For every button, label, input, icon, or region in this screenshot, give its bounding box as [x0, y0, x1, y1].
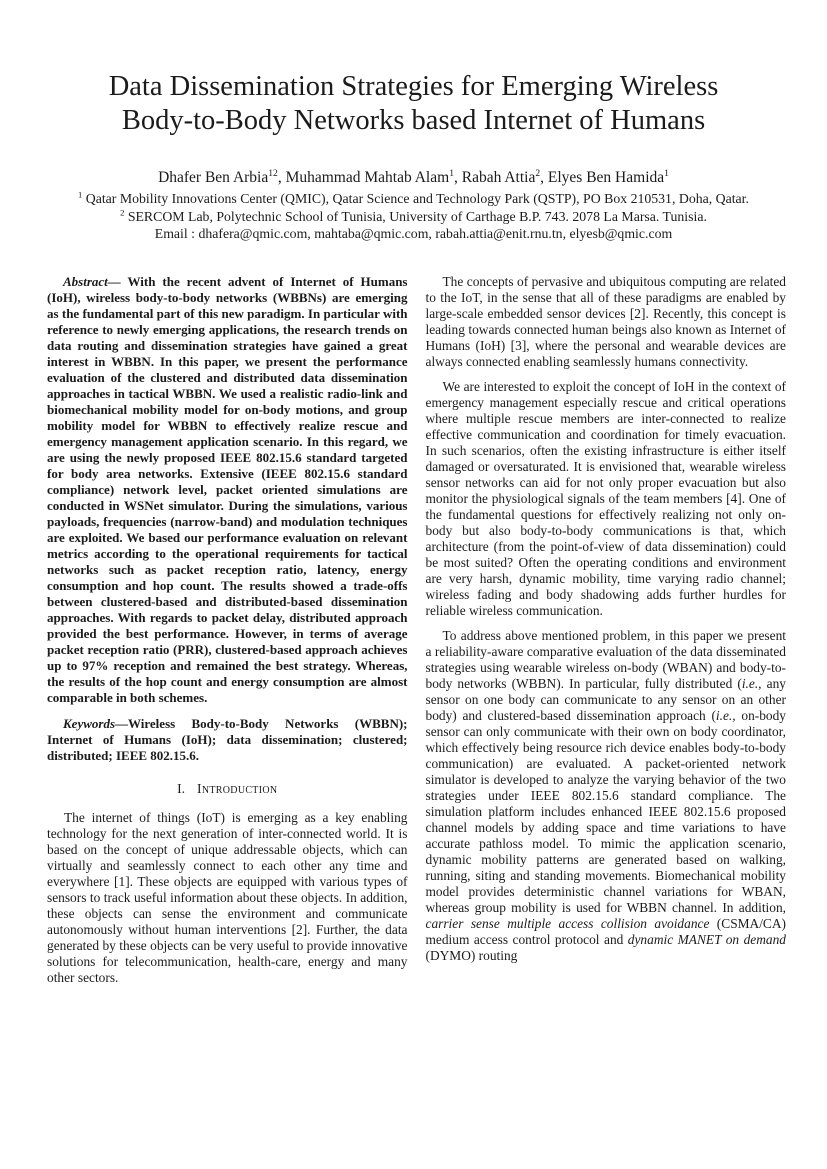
body-paragraph-1: The concepts of pervasive and ubiquitous computing are related to the IoT, in the sense that all of these paradigms are enabled by large-scale embedded sensor devices [2]. Recently, this concept is leading towards connected human beings also known as Internet of Humans (IoH) [3], where the personal and wearable devices are always connected enabling seamlessly humans connectivity.	[425, 273, 786, 369]
affiliation-2: $^2$ SERCOM Lab, Polytechnic School of Tunisia, University of Carthage B.P. 743. 2078 La Marsa. Tunisia.	[120, 206, 707, 224]
abstract-paragraph: Abstract— With the recent advent of Internet of Humans (IoH), wireless body-to-body networks (WBBNs) are emerging as the fundamental part of this new paradigm. In particular with reference to newly emerging applications, the research trends on data routing and dissemination strategies have gained a great interest in WBBN. In this paper, we present the performance evaluation of the clustered and distributed data dissemination approaches in tactical WBBN. We used a realistic radio-link and biomechanical mobility model for on-body motions, and group mobility model for WBBN to effectively realize rescue and emergency management application scenario. In this regard, we are using the newly proposed IEEE 802.15.6 standard targeted for body area networks. Extensive (IEEE 802.15.6 standard compliance) network level, packet oriented simulations are conducted in WSNet simulator. During the simulations, various payloads, frequencies (narrow-band) and modulation techniques are exploited. We based our performance evaluation on relevant metrics according to the operational requirements for tactical networks such as packet reception ratio, latency, energy consumption and hop count. The results showed a trade-offs between clustered-based and distributed-based dissemination approaches. With regards to packet delay, distributed approach provided the best performance. However, in terms of average packet reception ratio (PRR), clustered-based approach achieves up to 97% reception and remained the best strategy. Whereas, the results of the hop count and energy consumption are almost comparable in both schemes.	[47, 273, 408, 705]
section-title: Introduction	[197, 780, 278, 796]
affiliation-1: $^1$ Qatar Mobility Innovations Center (QMIC), Qatar Science and Technology Park (QSTP), PO Box 210531, Doha, Qatar.	[78, 189, 749, 206]
email-line: Email : dhafera@qmic.com, mahtaba@qmic.com, rabah.attia@enit.rnu.tn, elyesb@qmic.com	[154, 226, 673, 241]
keywords-paragraph: Keywords—Wireless Body-to-Body Networks (WBBN); Internet of Humans (IoH); data dissemination; clustered; distributed; IEEE 802.15.6.	[47, 715, 408, 763]
right-column	[426, 274, 787, 986]
section-heading-introduction	[47, 781, 408, 797]
intro-paragraph-1: The internet of things (IoT) is emerging as a key enabling technology for the next generation of inter-connected world. It is based on the concept of unique addressable objects, which can virtually and seamlessly connect to each other any time and everywhere [1]. These objects are equipped with various types of sensors to track useful information about these objects. In addition, these objects can sense the environment and communicate autonomously without human interventions [2]. Further, the data generated by these objects can be very useful to provide innovative solutions for telecommunication, health-care, energy and many other sectors.	[47, 809, 408, 985]
left-column	[47, 274, 408, 986]
body-paragraph-3: To address above mentioned problem, in this paper we present a reliability-aware comparative evaluation of the data disseminated strategies using wearable wireless on-body (WBAN) and body-to-body networks (WBBN). In particular, fully distributed (i.e., any sensor on one body can communicate to any sensor on an other body) and clustered-based dissemination approach (i.e., on-body sensor can only communicate with their own on body coordinator, which effectively being resource rich device enables body-to-body communication) are evaluated. A packet-oriented network simulator is developed to analyze the varying behavior of the two strategies under IEEE 802.15.6 standard compliance. The simulation platform includes enhanced IEEE 802.15.6 proposed channel models by adding space and time variations to have accurate pathloss model. To mimic the application scenario, dynamic mobility patterns are generated based on walking, running, siting and standing movements. Biomechanical mobility model provides deterministic channel variations for WBAN, whereas group mobility is used for WBBN channel. In addition, carrier sense multiple access collision avoidance (CSMA/CA) medium access control protocol and dynamic MANET on demand (DYMO) routing	[425, 627, 786, 963]
paper-title-line-1: Data Dissemination Strategies for Emerging Wireless	[108, 71, 719, 102]
section-number: I.	[177, 780, 186, 796]
author-list: Dhafer Ben Arbia$^{12}$, Muhammad Mahtab Alam$^1$, Rabah Attia$^2$, Elyes Ben Hamida$^1$	[158, 167, 669, 186]
body-paragraph-2: We are interested to exploit the concept of IoH in the context of emergency management especially rescue and critical operations where multiple rescue members are inter-connected to realize effective communication and coordination for timely evacuation. In such scenarios, often the existing infrastructure is either itself damaged or oversaturated. It is envisioned that, wearable wireless sensor networks can aid for not only proper evacuation but also monitor the physiological signals of the team members [4]. One of the fundamental questions for effectively realizing not only on-body but also body-to-body communications is that, which architecture (from the point-of-view of data dissemination) could be most suited? Often the operating conditions and environment are very harsh, dynamic mobility, time varying radio channel; wireless fading and body shadowing adds further hurdles for reliable wireless communication.	[425, 378, 786, 618]
paper-title-line-2: Body-to-Body Networks based Internet of Humans	[121, 105, 706, 136]
paper-title	[0, 0, 827, 138]
two-column-body	[0, 274, 827, 986]
